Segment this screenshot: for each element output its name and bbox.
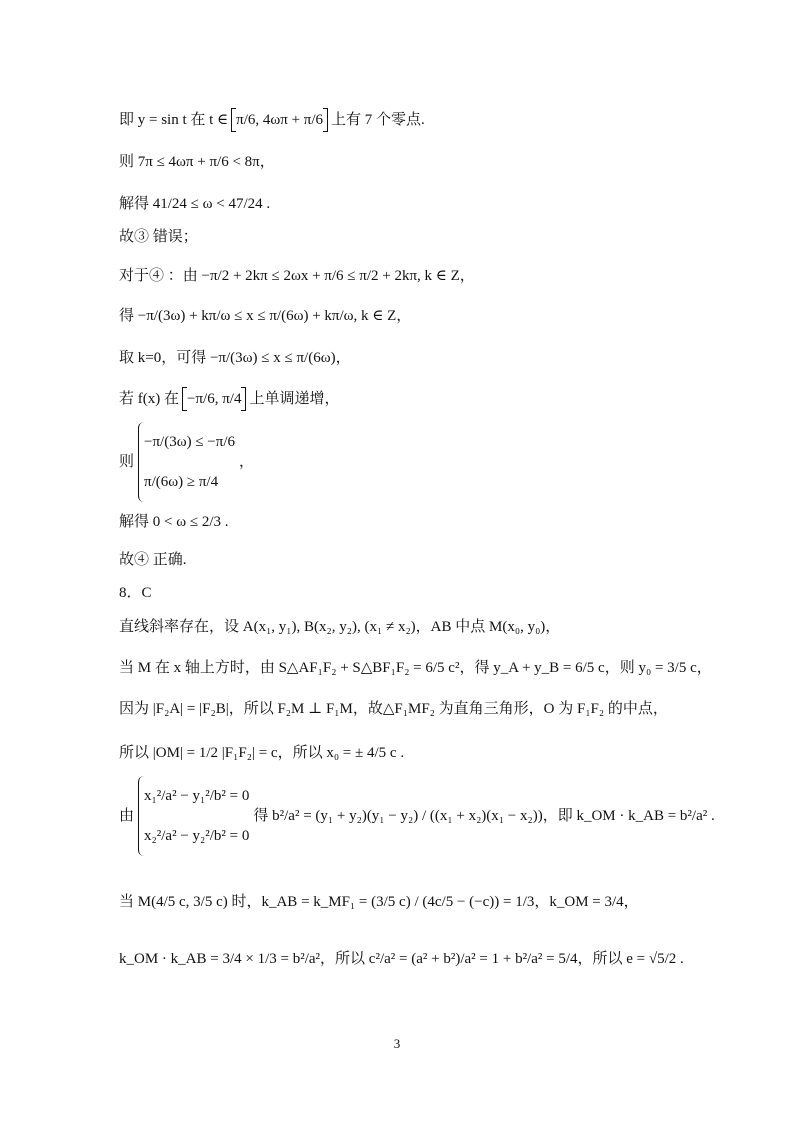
text-line-19: k_OM · k_AB = 3/4 × 1/3 = b²/a²，所以 c²/a² = (a² + b²)/a² = 1 + b²/a² = 5/4，所以 e = √5/2 . xyxy=(119,951,684,967)
text-line-7: 取 k=0，可得 −π/(3ω) ≤ x ≤ π/(6ω)， xyxy=(119,350,351,366)
text-line-4: 故③ 错误； xyxy=(119,229,198,245)
text-line-15: 因为 |F₂A| = |F₂B|，所以 F₂M ⊥ F₁M，故△F₁MF₂ 为直角三角形，O 为 F₁F₂ 的中点， xyxy=(119,701,668,717)
interval-1-content: π/6, 4ωπ + π/6 xyxy=(236,112,324,128)
line1-suffix: 上有 7 个零点. xyxy=(331,112,425,128)
system1-row-a: −π/(3ω) ≤ −π/6 xyxy=(144,434,236,450)
system2-row-a: x₁²/a² − y₁²/b² = 0 xyxy=(144,788,250,804)
system-brace-1 xyxy=(138,422,235,502)
interval-bracket-1 xyxy=(231,108,328,132)
system1-row-b: π/(6ω) ≥ π/4 xyxy=(144,474,219,490)
text-line-10: 解得 0 < ω ≤ 2/3 . xyxy=(119,514,229,530)
line8-suffix: 上单调递增， xyxy=(249,391,340,407)
text-line-6: 得 −π/(3ω) + kπ/ω ≤ x ≤ π/(6ω) + kπ/ω, k ∈ Z， xyxy=(119,308,412,324)
interval-2-content: −π/6, π/4 xyxy=(187,391,242,407)
system-brace-2 xyxy=(138,776,249,856)
line9-prefix: 则 xyxy=(119,454,135,470)
line17-suffix: 得 b²/a² = (y₁ + y₂)(y₁ − y₂) / ((x₁ + x₂)(x₁ − x₂))，即 k_OM · k_AB = b²/a² . xyxy=(253,808,715,824)
text-line-9 xyxy=(119,424,754,500)
text-line-8 xyxy=(119,384,754,414)
text-line-11: 故④ 正确. xyxy=(119,552,187,568)
text-line-5: 对于④ ：由 −π/2 + 2kπ ≤ 2ωx + π/6 ≤ π/2 + 2kπ, k ∈ Z， xyxy=(119,268,475,284)
text-line-18: 当 M(4/5 c, 3/5 c) 时，k_AB = k_MF₁ = (3/5 c) / (4c/5 − (−c)) = 1/3，k_OM = 3/4， xyxy=(119,894,639,910)
text-line-12: 8．C xyxy=(119,585,152,601)
page-number: 3 xyxy=(393,1036,401,1051)
system2-row-b: x₂²/a² − y₂²/b² = 0 xyxy=(144,828,250,844)
text-line-3: 解得 41/24 ≤ ω < 47/24 . xyxy=(119,196,271,212)
line1-prefix: 即 y = sin t 在 t ∈ xyxy=(119,112,229,128)
text-line-2: 则 7π ≤ 4ωπ + π/6 < 8π， xyxy=(119,154,275,170)
interval-bracket-2 xyxy=(182,387,246,411)
line8-prefix: 若 f(x) 在 xyxy=(119,391,179,407)
text-line-17 xyxy=(119,776,754,856)
line17-prefix: 由 xyxy=(119,808,135,824)
text-line-14: 当 M 在 x 轴上方时，由 S△AF₁F₂ + S△BF₁F₂ = 6/5 c²，得 y_A + y_B = 6/5 c，则 y₀ = 3/5 c， xyxy=(119,660,712,676)
line9-suffix: ， xyxy=(239,454,255,470)
text-line-1 xyxy=(119,105,754,135)
text-line-16: 所以 |OM| = 1/2 |F₁F₂| = c，所以 x₀ = ± 4/5 c . xyxy=(119,745,405,761)
text-line-13: 直线斜率存在，设 A(x₁, y₁), B(x₂, y₂), (x₁ ≠ x₂)，AB 中点 M(x₀, y₀)， xyxy=(119,619,561,635)
